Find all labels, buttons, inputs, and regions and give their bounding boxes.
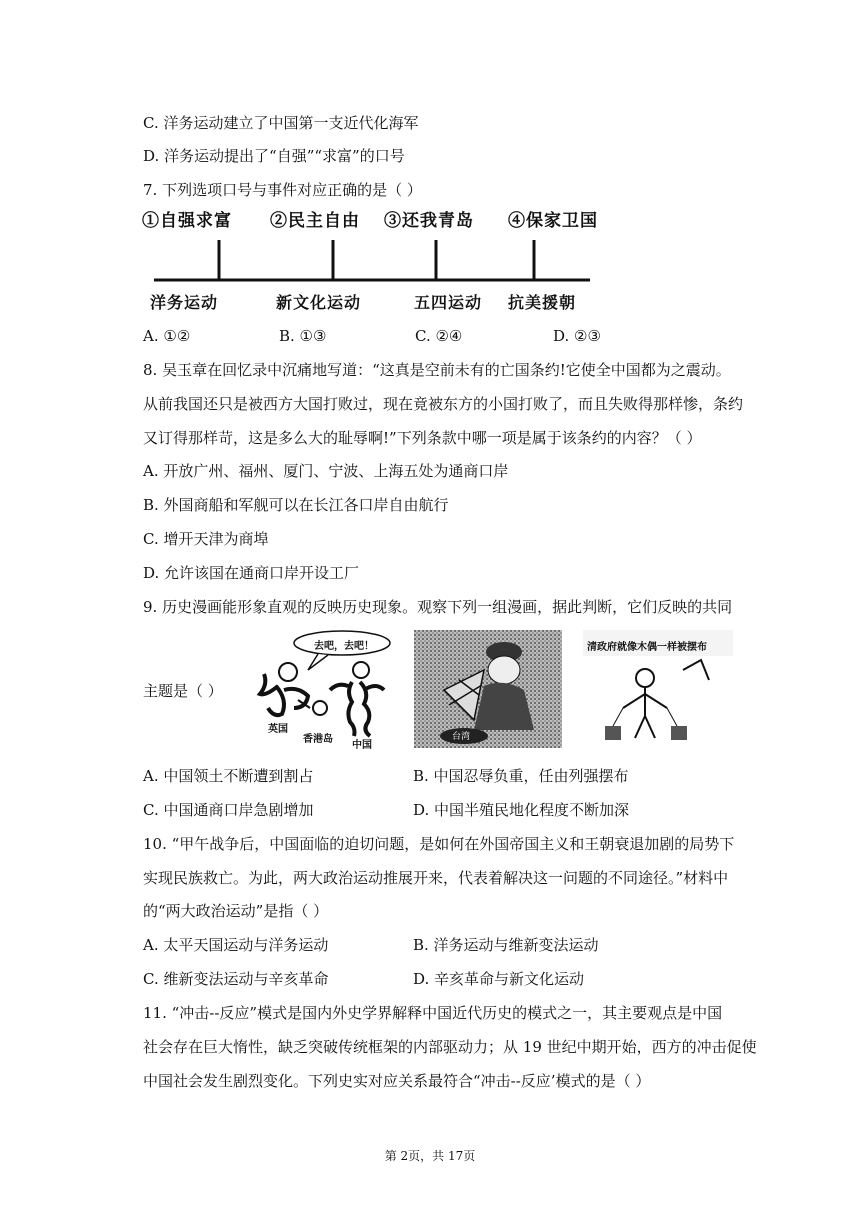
slogan-1: ①自强求富 <box>142 211 232 231</box>
q10-option-c: C. 维新变法运动与辛亥革命 <box>143 970 329 988</box>
q10-stem-line1: 10. “甲午战争后，中国面临的迫切问题，是如何在外国帝国主义和王朝衰退加剧的局势下 <box>143 835 735 853</box>
q7-option-b: B. ①③ <box>279 327 327 345</box>
q7-option-a: A. ①② <box>143 327 191 345</box>
q7-timeline-figure <box>140 200 610 318</box>
q7-option-c: C. ②④ <box>415 327 463 345</box>
q10-options-row2 <box>143 969 584 989</box>
q10-options-row1 <box>143 935 599 955</box>
slogan-2: ②民主自由 <box>270 211 360 231</box>
q6-option-d: D. 洋务运动提出了“自强”“求富”的口号 <box>143 147 405 165</box>
q11-stem-line3: 中国社会发生剧烈变化。下列史实对应关系最符合“冲击--反应’模式的是（ ） <box>143 1072 651 1090</box>
q11-stem-line1: 11. “冲击--反应”模式是国内外史学界解释中国近代历史的模式之一，其主要观点是中国 <box>143 1004 723 1022</box>
q9-stem-line1: 9. 历史漫画能形象直观的反映历史现象。观察下列一组漫画，据此判断，它们反映的共同 <box>143 598 733 616</box>
q8-option-b: B. 外国商船和军舰可以在长江各口岸自由航行 <box>143 496 449 514</box>
q11-stem-line2: 社会存在巨大惰性，缺乏突破传统框架的内部驱动力；从 19 世纪中期开始，西方的冲击促使 <box>143 1038 757 1056</box>
q9-options-row2 <box>143 800 629 820</box>
q8-option-c: C. 增开天津为商埠 <box>143 530 269 548</box>
q9-option-c: C. 中国通商口岸急剧增加 <box>143 801 314 819</box>
event-1: 洋务运动 <box>150 293 219 312</box>
q8-stem-line3: 又订得那样苛，这是多么大的耻辱啊!”下列条款中哪一项是属于该条约的内容？（ ） <box>143 429 702 447</box>
q10-stem-line3: 的“两大政治运动”是指（ ） <box>143 902 329 920</box>
q8-option-a: A. 开放广州、福州、厦门、宁波、上海五处为通商口岸 <box>143 462 509 480</box>
event-3: 五四运动 <box>414 293 483 312</box>
q10-stem-line2: 实现民族救亡。为此，两大政治运动推展开来，代表着解决这一问题的不同途径。”材料中 <box>143 869 729 887</box>
q8-stem-line1: 8. 吴玉章在回忆录中沉痛地写道：“这真是空前未有的亡国条约!它使全中国都为之震动。 <box>143 361 731 379</box>
q9-options-row1 <box>143 766 629 786</box>
slogan-4: ④保家卫国 <box>508 211 598 231</box>
q10-option-d: D. 辛亥革命与新文化运动 <box>413 970 585 988</box>
q7-stem: 7. 下列选项口号与事件对应正确的是（ ） <box>143 181 422 199</box>
q9-cartoon-2 <box>414 630 562 748</box>
q8-option-d: D. 允许该国在通商口岸开设工厂 <box>143 564 360 582</box>
q10-option-b: B. 洋务运动与维新变法运动 <box>413 936 599 954</box>
slogan-3: ③还我青岛 <box>384 211 474 231</box>
event-4: 抗美援朝 <box>508 293 577 312</box>
cartoon-3-caption: 清政府就像木偶一样被摆布 <box>587 642 707 653</box>
label-taiwan: 台湾 <box>452 732 471 742</box>
cartoon-2-drawing <box>414 630 562 748</box>
q6-option-c: C. 洋务运动建立了中国第一支近代化海军 <box>143 114 419 132</box>
q10-option-a: A. 太平天国运动与洋务运动 <box>143 936 329 954</box>
q9-option-b: B. 中国忍辱负重，任由列强摆布 <box>413 767 629 785</box>
page-footer: 第 2页，共 17页 <box>384 1149 476 1163</box>
label-china: 中国 <box>352 740 372 751</box>
q7-options <box>143 326 601 346</box>
cartoon-1-speech: 去吧，去吧！ <box>314 641 374 652</box>
q9-option-d: D. 中国半殖民地化程度不断加深 <box>413 801 630 819</box>
q9-cartoon-3 <box>583 630 733 748</box>
q9-stem-line2: 主题是（ ） <box>143 682 223 700</box>
label-hong-kong: 香港岛 <box>303 734 333 745</box>
event-2: 新文化运动 <box>276 293 362 312</box>
q7-option-d: D. ②③ <box>553 327 601 345</box>
q8-stem-line2: 从前我国还只是被西方大国打败过，现在竟被东方的小国打败了，而且失败得那样惨，条约 <box>143 395 744 413</box>
q9-cartoon-1 <box>248 630 394 751</box>
label-britain: 英国 <box>268 724 288 735</box>
q9-option-a: A. 中国领土不断遭到割占 <box>143 767 314 785</box>
